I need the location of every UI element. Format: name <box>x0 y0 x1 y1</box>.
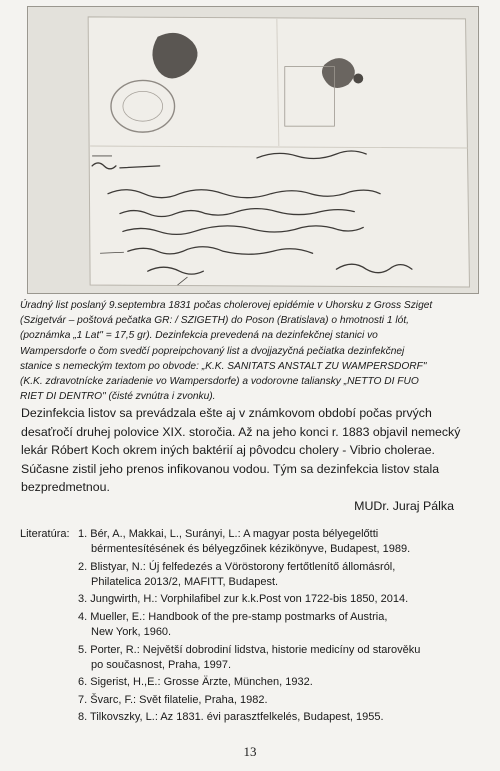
literature-item <box>78 693 488 708</box>
body-paragraph <box>21 404 481 497</box>
literature-item <box>78 643 488 673</box>
lit-line: po současnost, Praha, 1997. <box>91 658 232 671</box>
lit-line: 5. Porter, R.: Největší dobrodiní lidstva, historie medicíny od starověku <box>78 643 421 656</box>
lit-line: 6. Sigerist, H.,E.: Grosse Ärzte, München, 1932. <box>78 676 313 689</box>
lit-line: 2. Blistyar, N.: Új felfedezés a Vöröstorony fertőtlenítő állomásról, <box>78 560 396 573</box>
body-line: bezpredmetnou. <box>21 480 110 495</box>
letter-illustration <box>28 7 478 293</box>
caption-line: (Szigetvár – poštová pečatka GR: / SZIGETH) do Poson (Bratislava) o hmotnosti 1 lót, <box>20 315 409 327</box>
literature-item <box>78 675 488 690</box>
literature-label: Literatúra: <box>20 528 70 540</box>
caption-line: (poznámka „1 Lat" = 17,5 gr). Dezinfekcia prevedená na dezinfekčnej stanici vo <box>20 330 378 342</box>
lit-line: 1. Bér, A., Makkai, L., Surányi, L.: A magyar posta bélyegelőtti <box>78 528 379 540</box>
literature-item <box>78 710 488 725</box>
literature-item <box>78 592 488 607</box>
caption-line: stanice s nemeckým textom po obvode: „K.K. SANITATS ANSTALT ZU WAMPERSDORF" <box>20 360 427 372</box>
lit-line: 8. Tilkovszky, L.: Az 1831. évi parasztfelkelés, Budapest, 1955. <box>78 711 384 724</box>
body-line: Dezinfekcia listov sa prevádzala ešte aj v známkovom období počas prvých <box>21 406 432 420</box>
lit-line: 7. Švarc, F.: Svět filatelie, Praha, 1982. <box>78 693 268 706</box>
page-number: 13 <box>243 744 257 759</box>
caption-line: Wampersdorfe o čom svedčí popreipchovaný list a dvojjazyčná pečiatka dezinfekčnej <box>20 345 405 357</box>
body-line: desaťročí druhej polovice XIX. storočia. Až na jeho konci r. 1883 objavil nemecký <box>21 424 461 439</box>
photo-caption <box>20 298 486 404</box>
caption-line: Úradný list poslaný 9.septembra 1831 počas cholerovej epidémie v Uhorsku z Gross Sziget <box>20 300 433 311</box>
lit-line: New York, 1960. <box>91 626 172 639</box>
lit-line: 3. Jungwirth, H.: Vorphilafibel zur k.k.Post von 1722-bis 1850, 2014. <box>78 593 409 606</box>
body-line: Súčasne zistil jeho prenos infikovanou vodou. Tým sa dezinfekcia listov stala <box>21 461 440 476</box>
lit-line: Philatelica 2013/2, MAFITT, Budapest. <box>91 575 279 588</box>
letter-photograph <box>27 6 479 294</box>
caption-line: (K.K. zdravotnícke zariadenie vo Wampersdorfe) a vodorovne taliansky „NETTO DI FUO <box>20 376 419 388</box>
lit-line: bérmentesítésének és bélyegzőinek kézikönyve, Budapest, 1989. <box>91 543 411 556</box>
literature-list <box>78 527 488 728</box>
literature-item <box>78 527 488 557</box>
caption-line: RIET DI DENTRO" (čisté zvnútra i zvonku). <box>20 391 216 403</box>
literature-item <box>78 610 488 640</box>
lit-line: 4. Mueller, E.: Handbook of the pre-stamp postmarks of Austria, <box>78 610 388 623</box>
body-line: lekár Róbert Koch okrem iných baktérií aj pôvodcu cholery - Vibrio cholerae. <box>21 443 435 458</box>
author-signature: MUDr. Juraj Pálka <box>354 499 454 513</box>
literature-item <box>78 560 488 590</box>
